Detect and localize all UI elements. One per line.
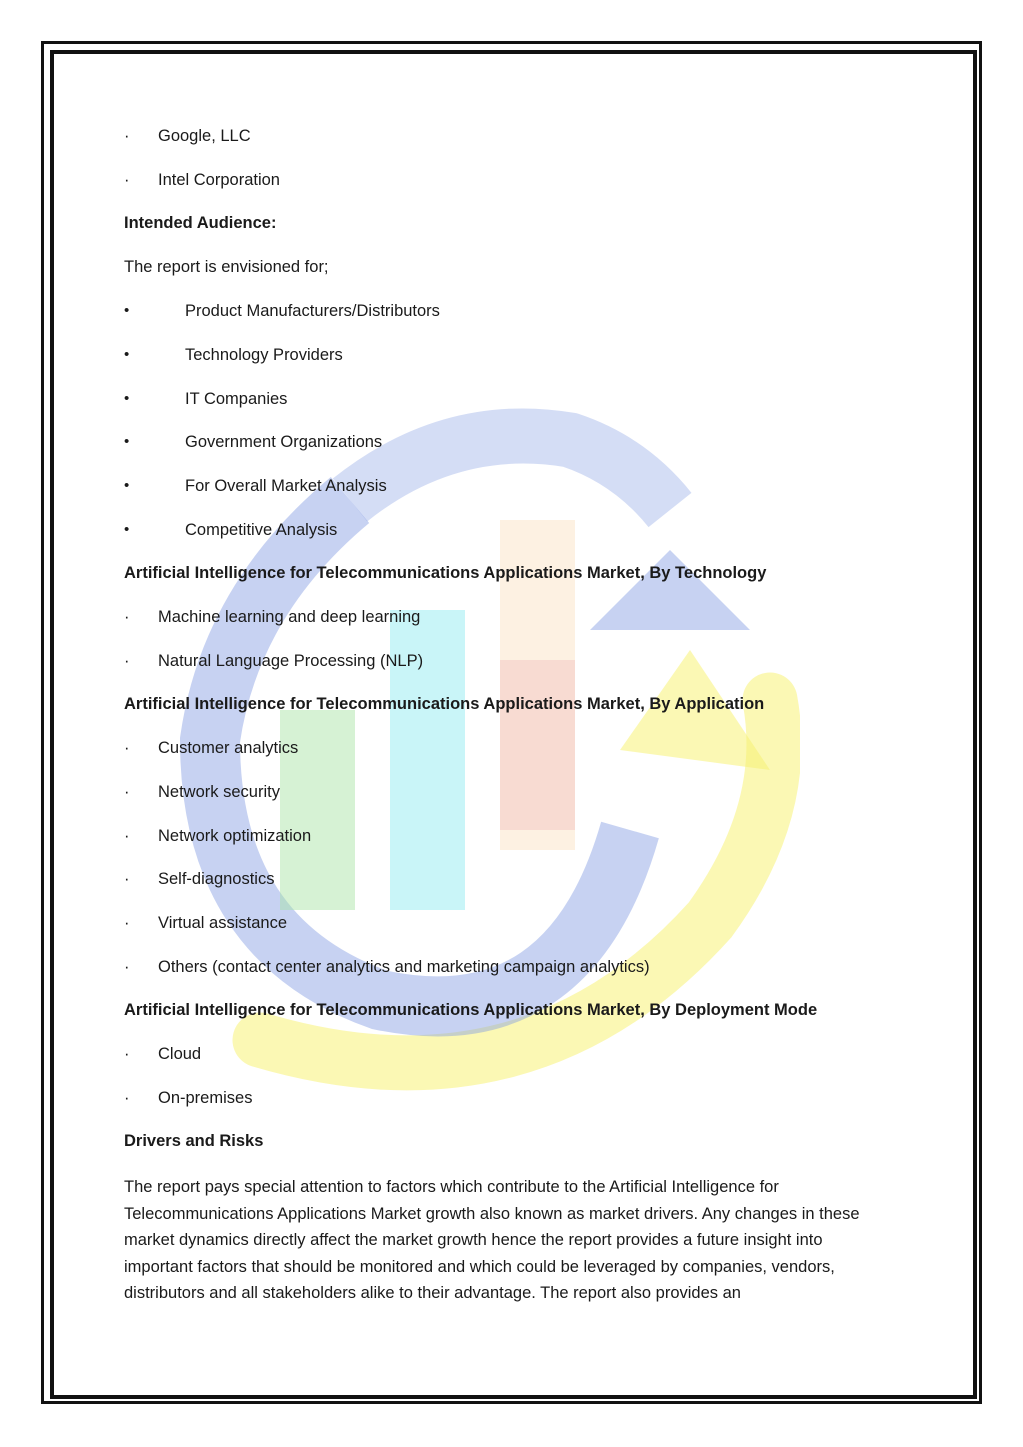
list-item: IT Companies: [185, 390, 288, 408]
list-item: Technology Providers: [185, 346, 343, 364]
list-marker: ·: [124, 1089, 130, 1107]
section-heading: Drivers and Risks: [124, 1132, 264, 1150]
section-heading: Artificial Intelligence for Telecommunications Applications Market, By Deployment Mode: [124, 1001, 818, 1019]
list-item: Competitive Analysis: [185, 521, 338, 539]
list-marker: ·: [124, 870, 130, 888]
bullet-marker: •: [124, 346, 130, 363]
bullet-marker: •: [124, 390, 130, 407]
list-item: Product Manufacturers/Distributors: [185, 302, 440, 320]
section-heading: Intended Audience:: [124, 214, 277, 232]
list-marker: ·: [124, 608, 130, 626]
list-marker: ·: [124, 783, 130, 801]
list-marker: ·: [124, 1045, 130, 1063]
list-item: Google, LLC: [158, 127, 251, 145]
list-item: Others (contact center analytics and marketing campaign analytics): [158, 958, 650, 976]
paragraph: The report pays special attention to factors which contribute to the Artificial Intelligence for Telecommunications Applications Market growth also known as market drivers. Any changes in these market dynamics directly affect the market growth hence the report provides a future insight into important factors that should be monitored and which could be leveraged by companies, vendors, distributors and all stakeholders alike to their advantage. The report also provides an: [124, 1178, 860, 1302]
bullet-marker: •: [124, 477, 130, 494]
list-marker: ·: [124, 958, 130, 976]
list-item: For Overall Market Analysis: [185, 477, 387, 495]
list-item: Customer analytics: [158, 739, 299, 757]
bullet-marker: •: [124, 521, 130, 538]
list-item: Network security: [158, 783, 280, 801]
list-item: Natural Language Processing (NLP): [158, 652, 424, 670]
list-marker: ·: [124, 827, 130, 845]
list-marker: ·: [124, 652, 130, 670]
list-item: Self-diagnostics: [158, 870, 275, 888]
list-marker: ·: [124, 171, 130, 189]
list-item: On-premises: [158, 1089, 253, 1107]
list-item: Government Organizations: [185, 433, 383, 451]
paragraph: The report is envisioned for;: [124, 258, 329, 276]
list-marker: ·: [124, 914, 130, 932]
section-heading: Artificial Intelligence for Telecommunications Applications Market, By Technology: [124, 564, 767, 582]
list-item: Cloud: [158, 1045, 202, 1063]
section-heading: Artificial Intelligence for Telecommunications Applications Market, By Application: [124, 695, 765, 713]
list-item: Virtual assistance: [158, 914, 288, 932]
list-marker: ·: [124, 739, 130, 757]
list-marker: ·: [124, 127, 130, 145]
list-item: Machine learning and deep learning: [158, 608, 421, 626]
bullet-marker: •: [124, 433, 130, 450]
list-item: Network optimization: [158, 827, 312, 845]
list-item: Intel Corporation: [158, 171, 280, 189]
bullet-marker: •: [124, 302, 130, 319]
